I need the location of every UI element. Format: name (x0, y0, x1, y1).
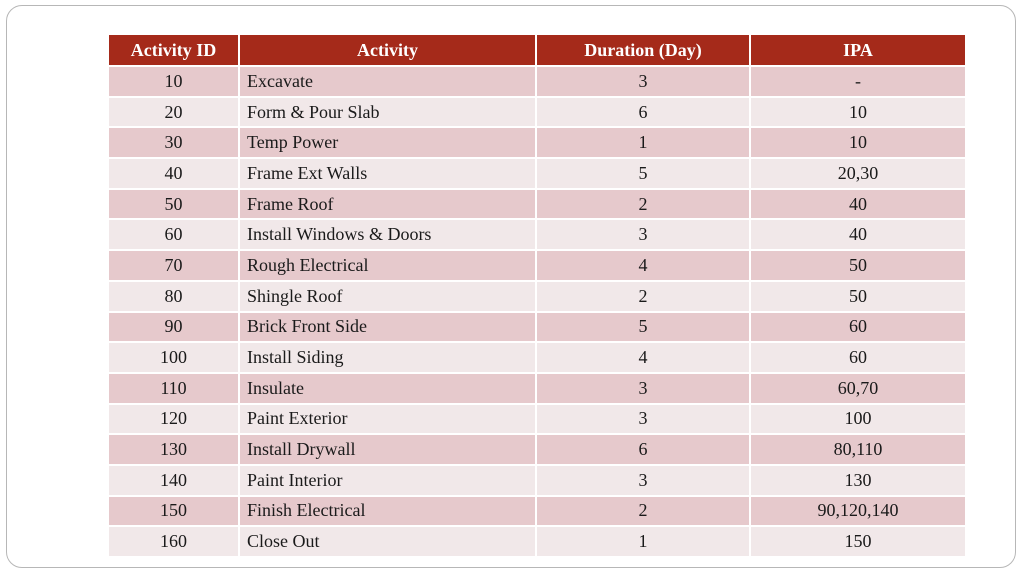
cell-activity-id: 30 (109, 127, 239, 158)
header-row (109, 35, 965, 66)
cell-activity-id: 140 (109, 465, 239, 496)
cell-activity-id: 60 (109, 219, 239, 250)
table-body (109, 66, 965, 557)
cell-activity-id: 160 (109, 526, 239, 557)
cell-duration: 3 (536, 465, 750, 496)
table-row (109, 373, 965, 404)
cell-activity-id: 100 (109, 342, 239, 373)
cell-ipa: 50 (750, 250, 965, 281)
cell-activity-id: 120 (109, 404, 239, 435)
activity-table (109, 35, 965, 558)
cell-activity: Excavate (239, 66, 536, 97)
cell-ipa: 10 (750, 127, 965, 158)
cell-activity: Frame Ext Walls (239, 158, 536, 189)
header-activity-id: Activity ID (109, 35, 239, 66)
table-row (109, 465, 965, 496)
cell-activity-id: 70 (109, 250, 239, 281)
header-ipa: IPA (750, 35, 965, 66)
table-row (109, 97, 965, 128)
table-row (109, 342, 965, 373)
cell-activity: Install Windows & Doors (239, 219, 536, 250)
header-activity: Activity (239, 35, 536, 66)
cell-ipa: 80,110 (750, 434, 965, 465)
cell-activity-id: 50 (109, 189, 239, 220)
cell-activity: Temp Power (239, 127, 536, 158)
cell-duration: 2 (536, 189, 750, 220)
cell-activity: Paint Exterior (239, 404, 536, 435)
cell-activity-id: 130 (109, 434, 239, 465)
table-row (109, 434, 965, 465)
cell-activity-id: 10 (109, 66, 239, 97)
table-row (109, 219, 965, 250)
table-row (109, 158, 965, 189)
cell-duration: 2 (536, 281, 750, 312)
cell-activity: Brick Front Side (239, 312, 536, 343)
cell-activity-id: 150 (109, 496, 239, 527)
cell-duration: 4 (536, 250, 750, 281)
cell-ipa: 130 (750, 465, 965, 496)
cell-ipa: 10 (750, 97, 965, 128)
cell-ipa: 40 (750, 189, 965, 220)
cell-ipa: 50 (750, 281, 965, 312)
table-row (109, 281, 965, 312)
cell-activity: Insulate (239, 373, 536, 404)
cell-duration: 1 (536, 127, 750, 158)
cell-duration: 1 (536, 526, 750, 557)
cell-duration: 6 (536, 97, 750, 128)
cell-duration: 5 (536, 158, 750, 189)
table-row (109, 189, 965, 220)
cell-activity: Frame Roof (239, 189, 536, 220)
slide-frame (6, 5, 1016, 568)
cell-activity: Install Drywall (239, 434, 536, 465)
cell-ipa: 100 (750, 404, 965, 435)
cell-duration: 3 (536, 404, 750, 435)
cell-duration: 4 (536, 342, 750, 373)
cell-ipa: 150 (750, 526, 965, 557)
cell-activity-id: 110 (109, 373, 239, 404)
cell-duration: 2 (536, 496, 750, 527)
cell-duration: 3 (536, 219, 750, 250)
cell-activity-id: 90 (109, 312, 239, 343)
cell-activity: Rough Electrical (239, 250, 536, 281)
table-row (109, 496, 965, 527)
cell-activity: Finish Electrical (239, 496, 536, 527)
header-duration: Duration (Day) (536, 35, 750, 66)
cell-activity: Paint Interior (239, 465, 536, 496)
cell-activity: Form & Pour Slab (239, 97, 536, 128)
table-row (109, 250, 965, 281)
table-header (109, 35, 965, 66)
cell-ipa: 90,120,140 (750, 496, 965, 527)
table-row (109, 66, 965, 97)
cell-ipa: 60 (750, 342, 965, 373)
cell-activity: Install Siding (239, 342, 536, 373)
cell-ipa: - (750, 66, 965, 97)
cell-activity-id: 40 (109, 158, 239, 189)
cell-activity-id: 20 (109, 97, 239, 128)
cell-activity: Close Out (239, 526, 536, 557)
table-row (109, 312, 965, 343)
cell-ipa: 60 (750, 312, 965, 343)
cell-ipa: 40 (750, 219, 965, 250)
table-row (109, 404, 965, 435)
cell-duration: 6 (536, 434, 750, 465)
table-row (109, 526, 965, 557)
cell-ipa: 20,30 (750, 158, 965, 189)
table-row (109, 127, 965, 158)
cell-ipa: 60,70 (750, 373, 965, 404)
cell-activity-id: 80 (109, 281, 239, 312)
cell-duration: 3 (536, 66, 750, 97)
cell-activity: Shingle Roof (239, 281, 536, 312)
cell-duration: 5 (536, 312, 750, 343)
cell-duration: 3 (536, 373, 750, 404)
